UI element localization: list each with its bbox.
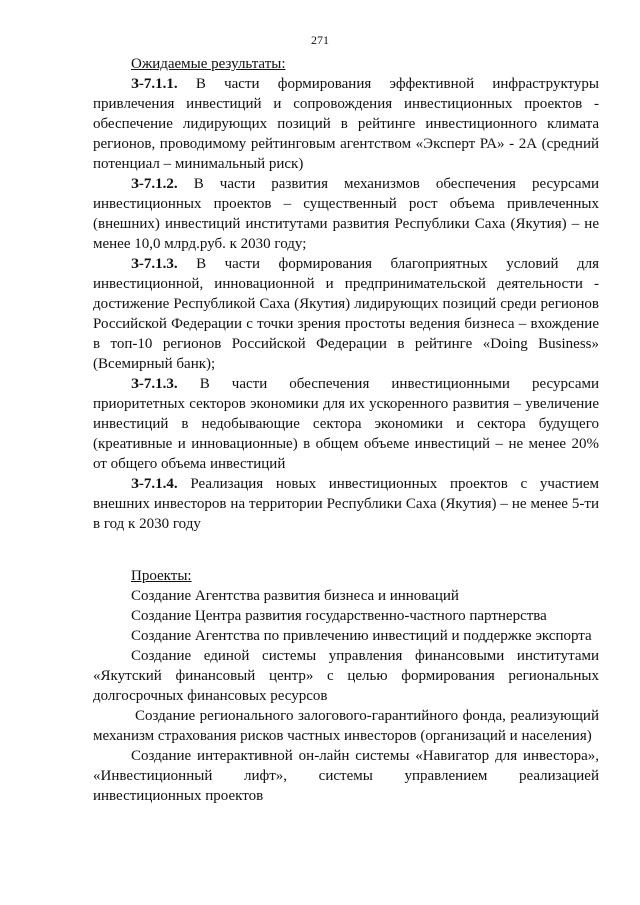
- result-code: З-7.1.4.: [131, 476, 178, 492]
- section-gap: [93, 534, 599, 566]
- result-item-2: [93, 174, 599, 254]
- result-item-4: [93, 374, 599, 474]
- results-heading: Ожидаемые результаты:: [131, 56, 286, 72]
- project-item-4: Создание единой системы управления финансовыми институтами «Якутский финансовый центр» с целью формирования региональных долгосрочных финансовых ресурсов: [93, 648, 599, 704]
- result-item-5: [93, 474, 599, 534]
- projects-heading: Проекты:: [131, 568, 192, 584]
- project-item-6: Создание интерактивной он-лайн системы «Навигатор для инвестора», «Инвестиционный лифт», системы управлением реализацией инвестиционных проектов: [93, 748, 599, 804]
- result-text: В части формирования эффективной инфраструктуры привлечения инвестиций и сопровождения инвестиционных проектов - обеспечение лидирующих позиций в рейтинге инвестиционного климата регионов, проводимому рейтинговым агентством «Эксперт РА» - 2А (средний потенциал – минимальный риск): [93, 76, 599, 172]
- result-text: В части обеспечения инвестиционными ресурсами приоритетных секторов экономики для их ускоренного развития – увеличение инвестиций в недобывающие сектора экономики и сектора будущего (креативные и инновационные) в общем объеме инвестиций – не менее 20% от общего объема инвестиций: [93, 376, 599, 472]
- project-item-2: Создание Центра развития государственно-частного партнерства: [131, 608, 547, 624]
- project-item-3: Создание Агентства по привлечению инвестиций и поддержке экспорта: [131, 628, 592, 644]
- document-body: [93, 54, 599, 806]
- project-item-1: Создание Агентства развития бизнеса и инноваций: [131, 588, 459, 604]
- result-item-1: [93, 74, 599, 174]
- project-item-5: Создание регионального залогового-гарантийного фонда, реализующий механизм страхования рисков частных инвесторов (организаций и населения): [93, 708, 599, 744]
- result-text: В части развития механизмов обеспечения ресурсами инвестиционных проектов – существенный рост объема привлеченных (внешних) инвестиций институтами развития Республики Саха (Якутия) – не менее 10,0 млрд.руб. к 2030 году;: [93, 176, 599, 252]
- result-text: В части формирования благоприятных условий для инвестиционной, инновационной и предпринимательской деятельности - достижение Республикой Саха (Якутия) лидирующих позиций среди регионов Российской Федерации с точки зрения простоты ведения бизнеса – вхождение в топ-10 регионов Российской Федерации в рейтинге «Doing Business» (Всемирный банк);: [93, 256, 599, 372]
- result-code: З-7.1.3.: [131, 376, 178, 392]
- result-item-3: [93, 254, 599, 374]
- page-number: 271: [311, 33, 329, 47]
- result-code: З-7.1.1.: [131, 76, 178, 92]
- result-code: З-7.1.3.: [131, 256, 178, 272]
- result-code: З-7.1.2.: [131, 176, 178, 192]
- result-text: Реализация новых инвестиционных проектов с участием внешних инвесторов на территории Республики Саха (Якутия) – не менее 5-ти в год к 2030 году: [93, 476, 599, 532]
